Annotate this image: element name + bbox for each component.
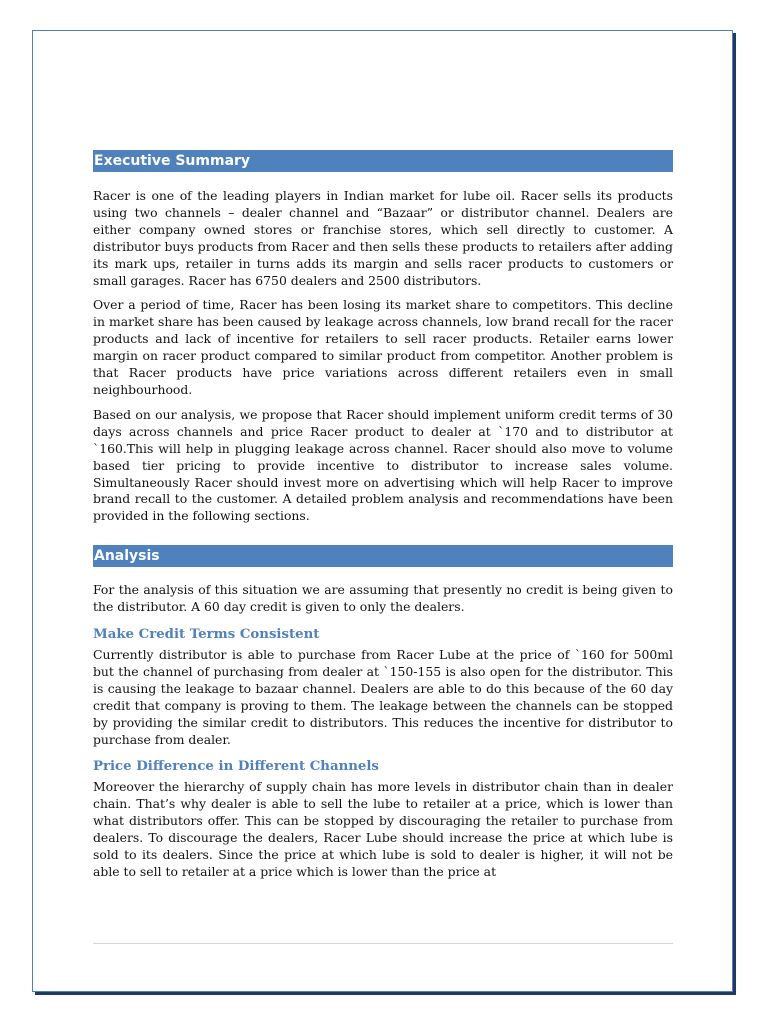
summary-paragraph-3: Based on our analysis, we propose that Racer should implement uniform credit terms of 30 days across channels and price Racer product to dealer at `170 and to distributor at `160.This will help in plugging leakage across channel. Racer should also move to volume based tier pricing to provide incentive to distributor to increase sales volume. Simultaneously Racer should invest more on advertising which will help Racer to improve brand recall to the customer. A detailed problem analysis and recommendations have been provided in the following sections. [93, 406, 673, 524]
price-difference-subheading: Price Difference in Different Channels [93, 759, 379, 775]
summary-paragraph-2: Over a period of time, Racer has been losing its market share to competitors. This decline in market share has been caused by leakage across channels, low brand recall for the racer products and lack of incentive for retailers to sell racer products. Retailer earns lower margin on racer product compared to similar product from competitor. Another problem is that Racer products have price variations across different retailers even in small neighbourhood. [93, 297, 673, 397]
price-difference-paragraph: Moreover the hierarchy of supply chain has more levels in distributor chain than in dealer chain. That’s why dealer is able to sell the lube to retailer at a price, which is lower than what distributors offer. This can be stopped by discouraging the retailer to purchase from dealers. To discourage the dealers, Racer Lube should increase the price at which lube is sold to its dealers. Since the price at which lube is sold to dealer is higher, it will not be able to sell to retailer at a price which is lower than the price at [93, 779, 673, 879]
footer-divider [93, 943, 673, 944]
credit-terms-paragraph: Currently distributor is able to purchase from Racer Lube at the price of `160 for 500ml but the channel of purchasing from dealer at `150-155 is also open for the distributor. This is causing the leakage to bazaar channel. Dealers are able to do this because of the 60 day credit that company is proving to them. The leakage between the channels can be stopped by providing the similar credit to distributors. This reduces the incentive for distributor to purchase from dealer. [93, 647, 673, 747]
analysis-heading: Analysis [93, 545, 673, 567]
summary-paragraph-1: Racer is one of the leading players in Indian market for lube oil. Racer sells its products using two channels – dealer channel and “Bazaar” or distributor channel. Dealers are either company owned stores or franchise stores, which sell directly to customer. A distributor buys products from Racer and then sells these products to retailers after adding its mark ups, retailer in turns adds its margin and sells racer products to customers or small garages. Racer has 6750 dealers and 2500 distributors. [93, 188, 673, 288]
executive-summary-heading: Executive Summary [93, 150, 673, 172]
analysis-intro: For the analysis of this situation we are assuming that presently no credit is being given to the distributor. A 60 day credit is given to only the dealers. [93, 582, 673, 615]
document-body [93, 150, 673, 881]
credit-terms-subheading: Make Credit Terms Consistent [93, 627, 320, 643]
